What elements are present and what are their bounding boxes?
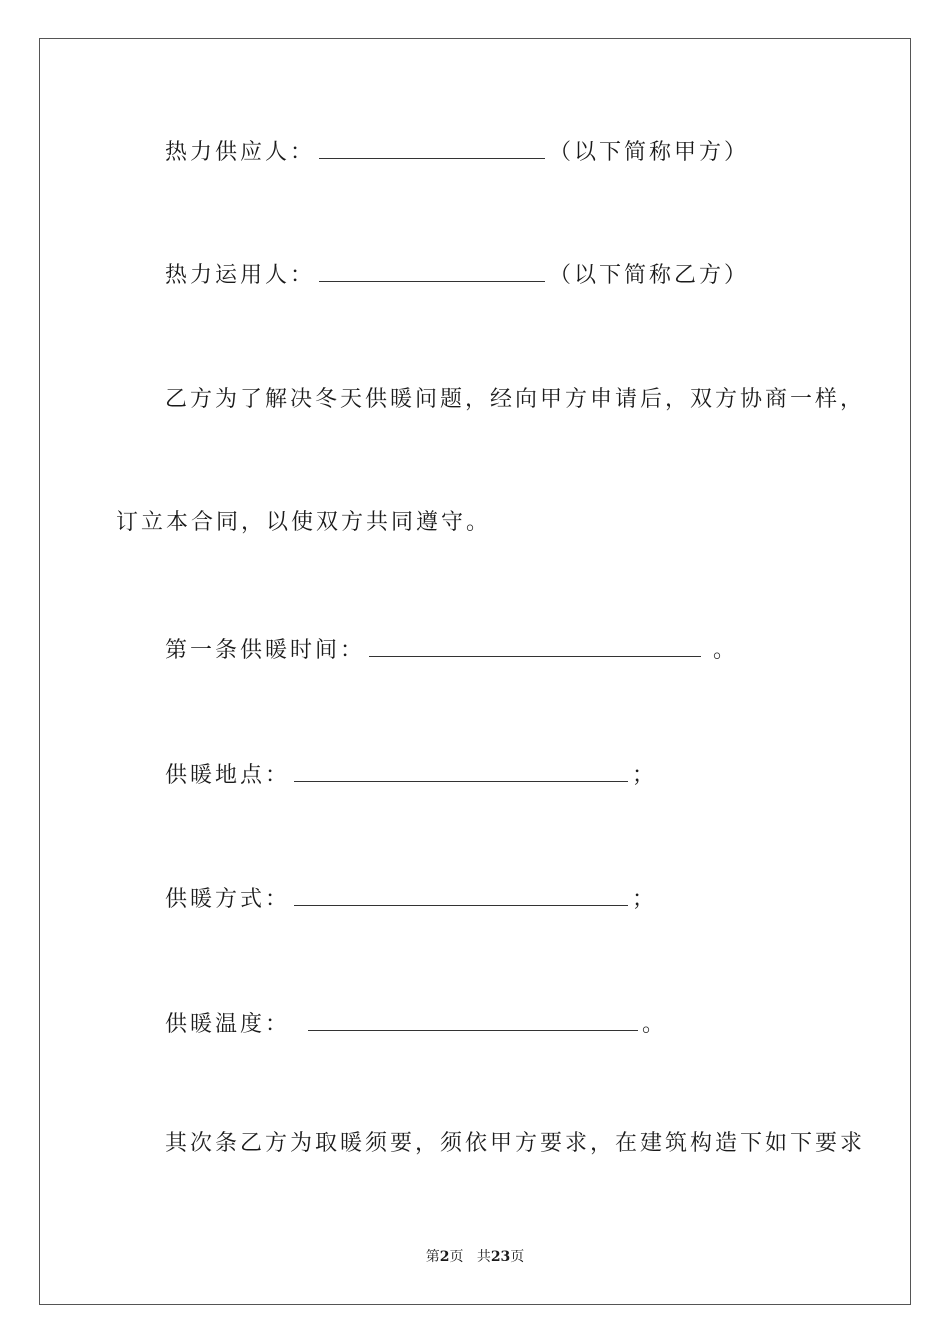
heat-supplier-suffix: （以下简称甲方） [549,140,750,165]
heat-user-blank[interactable] [319,259,545,282]
heating-method-suffix: ； [632,887,658,912]
page-total: 23 [490,1249,511,1265]
heating-time-blank[interactable] [369,634,701,657]
heating-location-label: 供暖地点： [165,763,291,788]
page-current: 2 [439,1249,450,1265]
heating-temperature-suffix: 。 [642,1012,668,1037]
heating-time-line [165,634,738,666]
heating-time-label: 第一条供暖时间： [165,638,366,663]
heating-location-blank[interactable] [294,759,628,782]
heating-time-suffix: 。 [713,638,739,663]
heat-user-label: 热力运用人： [165,263,316,288]
heating-temperature-line [165,1008,667,1040]
paragraph-line: 乙方为了解决冬天供暖问题，经向甲方申请后，双方协商一样， [165,387,866,412]
heat-user-suffix: （以下简称乙方） [549,263,750,288]
heat-supplier-line [165,136,749,168]
heating-method-line [165,883,657,915]
page-footer [0,1247,950,1267]
total-prefix: 共 [476,1249,491,1265]
heat-user-line [165,259,749,291]
heating-location-suffix: ； [632,763,658,788]
page-frame [39,38,911,1305]
page-unit: 页 [449,1249,464,1265]
heating-method-label: 供暖方式： [165,887,291,912]
heating-temperature-blank[interactable] [308,1008,638,1031]
page-prefix: 第 [425,1249,440,1265]
heating-temperature-label: 供暖温度： [165,1012,291,1037]
total-unit: 页 [510,1249,525,1265]
paragraph-line: 订立本合同，以使双方共同遵守。 [116,510,492,535]
paragraph-line: 其次条乙方为取暖须要，须依甲方要求，在建筑构造下如下要求 [165,1131,866,1156]
heating-location-line [165,759,657,791]
heat-supplier-blank[interactable] [319,136,545,159]
heat-supplier-label: 热力供应人： [165,140,316,165]
heating-method-blank[interactable] [294,883,628,906]
